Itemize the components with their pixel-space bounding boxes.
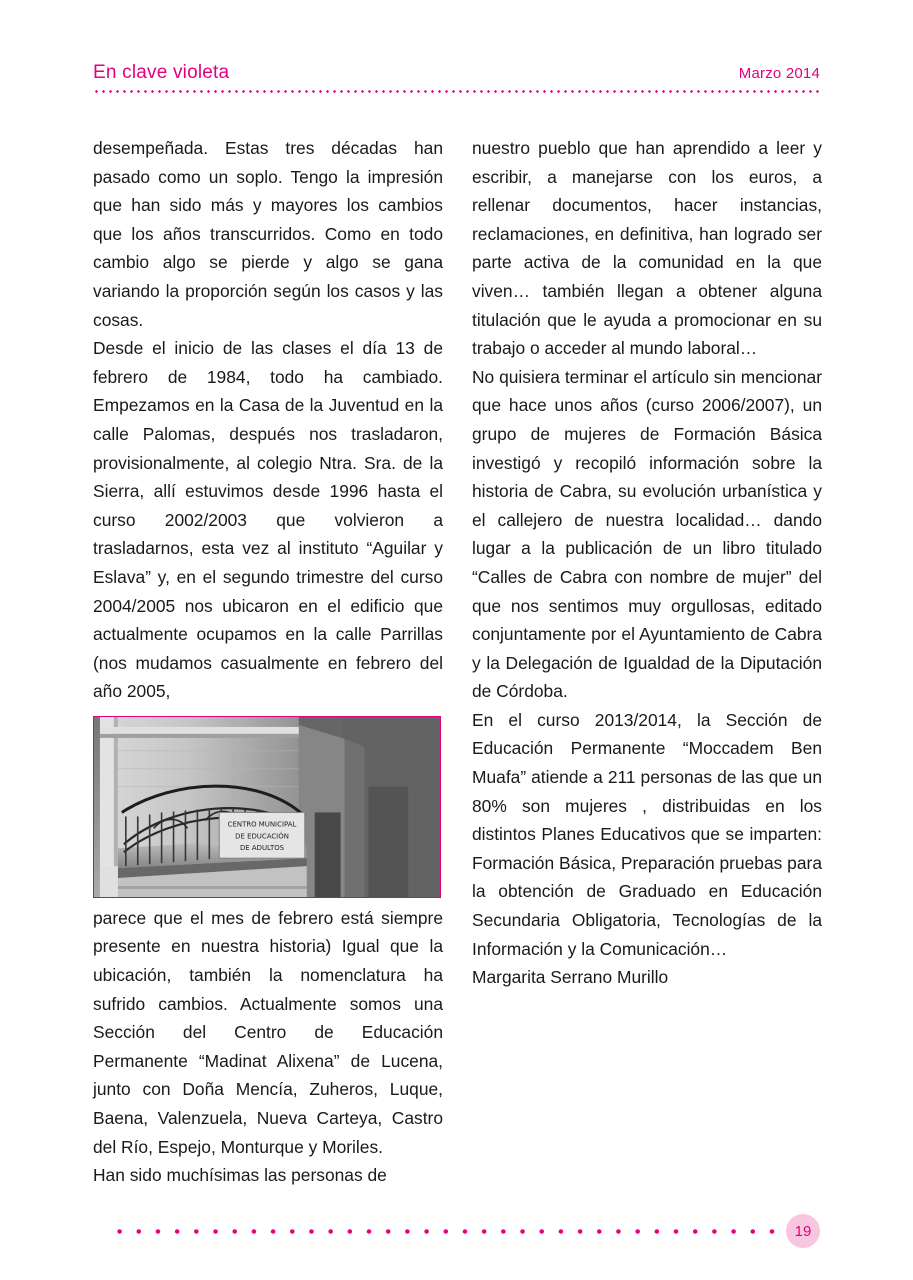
- svg-text:DE ADULTOS: DE ADULTOS: [239, 844, 285, 853]
- header-row: [93, 62, 820, 88]
- page-footer: [110, 1214, 820, 1248]
- paragraph: desempeñada. Estas tres décadas han pasado como un soplo. Tengo la impresión que han sido más y mayores los cambios que los años transcurridos. Como en todo cambio algo se pierde y algo se gana variando la proporción según los casos y las cosas.: [93, 138, 443, 330]
- svg-text:CENTRO MUNICIPAL: CENTRO MUNICIPAL: [227, 820, 297, 829]
- publication-title: En clave violeta: [93, 62, 230, 83]
- paragraph: Han sido muchísimas las personas de: [93, 1165, 387, 1186]
- header-dotted-rule: [93, 90, 820, 93]
- issue-date: Marzo 2014: [738, 65, 820, 82]
- page-number-badge: 19: [786, 1214, 820, 1248]
- paragraph: parece que el mes de febrero está siempre presente en nuestra historia) Igual que la ubicación, también la nomenclatura ha sufrido cambios. Actualmente somos una Sección del Centro de Educación Permanente “Madinat Alixena” de Lucena, junto con Doña Mencía, Zuheros, Luque, Baena, Valenzuela, Nueva Carteya, Castro del Río, Espejo, Monturque y Moriles.: [93, 907, 443, 1157]
- column-left: [93, 134, 443, 1190]
- paragraph: Desde el inicio de las clases el día 13 de febrero de 1984, todo ha cambiado. Empezamos en la Casa de la Juventud en la calle Palomas, después nos trasladaron, provisionalmente, al colegio Ntra. Sra. de la Sierra, allí estuvimos desde 1996 hasta el curso 2002/2003 que volvieron a trasladarnos, esta vez al instituto “Aguilar y Eslava” y, en el segundo trimestre del curso 2004/2005 nos ubicaron en el edificio que actualmente ocupamos en la calle Parrillas (nos mudamos casualmente en febrero del año 2005,: [93, 338, 443, 702]
- paragraph: nuestro pueblo que han aprendido a leer y escribir, a manejarse con los euros, a rellenar documentos, hacer instancias, reclamaciones, en definitiva, han logrado ser parte activa de la comunidad en la que viven… también llegan a obtener alguna titulación que le ayuda a promocionar en su trabajo o acceder al mundo laboral…: [472, 138, 822, 359]
- column-right: [472, 134, 822, 992]
- page-header: [93, 62, 820, 96]
- footer-dotted-rule: [110, 1229, 782, 1234]
- paragraph: En el curso 2013/2014, la Sección de Educación Permanente “Moccadem Ben Muafa” atiende a 211 personas de las que un 80% son mujeres , distribuidas en los distintos Planes Educativos que se imparten: Formación Básica, Preparación pruebas para la obtención de Graduado en Educación Secundaria Obligatoria, Tecnologías de la Información y la Comunicación…: [472, 709, 822, 959]
- photo-illustration: [94, 717, 440, 898]
- article-photo: [93, 716, 441, 898]
- author-signature: Margarita Serrano Murillo: [472, 967, 669, 988]
- paragraph: No quisiera terminar el artículo sin mencionar que hace unos años (curso 2006/2007), un grupo de mujeres de Formación Básica investigó y recopiló información sobre la historia de Cabra, su evolución urbanística y el callejero de nuestra localidad… dando lugar a la publicación de un libro titulado “Calles de Cabra con nombre de mujer” del que nos sentimos muy orgullosas, editado conjuntamente por el Ayuntamiento de Cabra y la Delegación de Igualdad de la Diputación de Córdoba.: [472, 366, 822, 702]
- svg-text:DE EDUCACIÓN: DE EDUCACIÓN: [235, 832, 289, 841]
